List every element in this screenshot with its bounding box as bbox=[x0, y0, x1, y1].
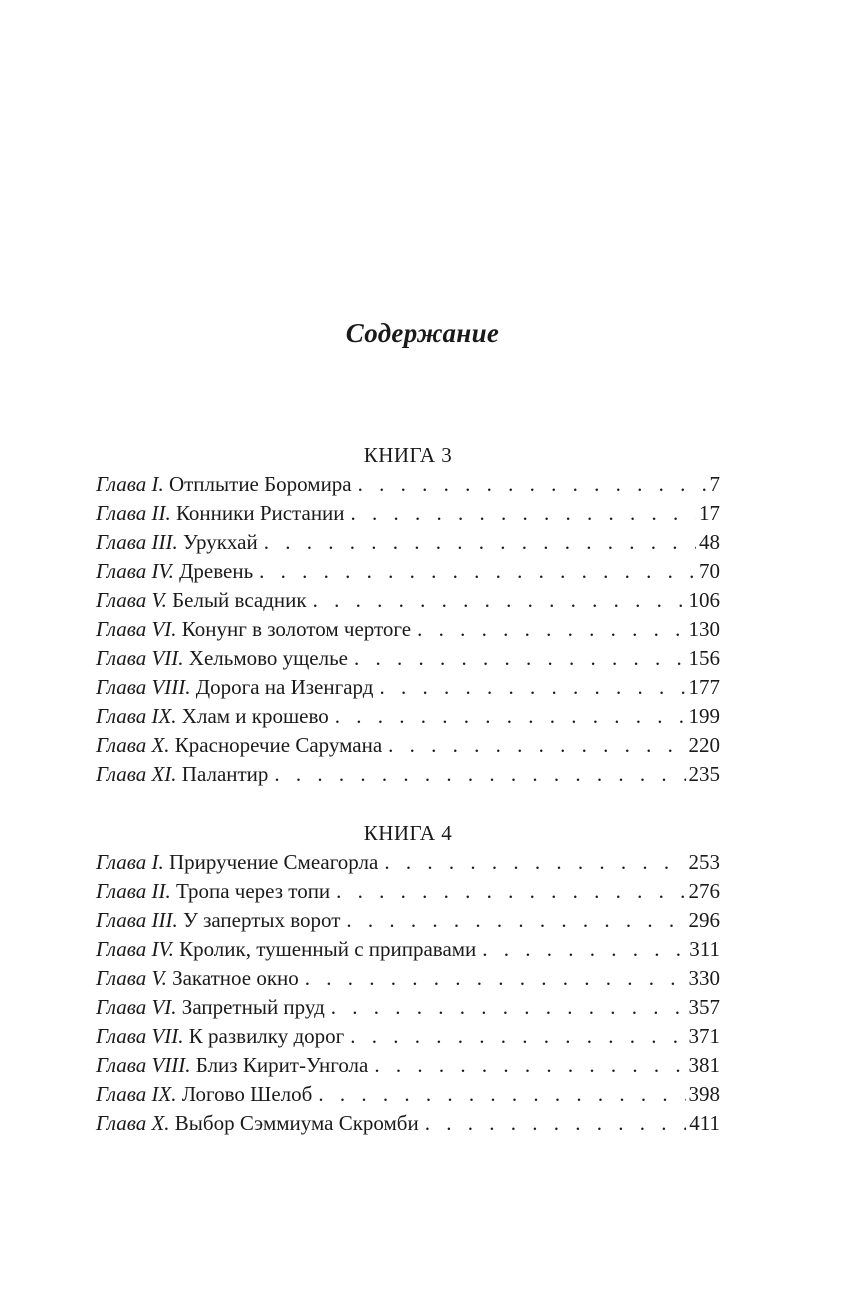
chapter-number: Глава I. bbox=[96, 850, 164, 874]
page-number: 106 bbox=[688, 588, 720, 612]
chapter-number: Глава III. bbox=[96, 908, 178, 932]
chapter-title: Выбор Сэммиума Скромби bbox=[174, 1111, 419, 1135]
page-number: 411 bbox=[689, 1111, 720, 1135]
toc-entry bbox=[96, 731, 720, 760]
toc-entry-label bbox=[96, 644, 348, 673]
toc-entry bbox=[96, 964, 720, 993]
dot-leader bbox=[350, 1022, 685, 1051]
dot-leader bbox=[336, 877, 685, 906]
chapter-title: Кролик, тушенный с приправами bbox=[179, 937, 477, 961]
toc-entry bbox=[96, 993, 720, 1022]
dot-leader bbox=[313, 586, 686, 615]
chapter-title: Закатное окно bbox=[172, 966, 299, 990]
page-number: 48 bbox=[699, 530, 720, 554]
chapter-number: Глава III. bbox=[96, 530, 178, 554]
chapter-title: Отплытие Боромира bbox=[168, 472, 352, 496]
page-number: 357 bbox=[688, 995, 720, 1019]
toc-book-section bbox=[96, 441, 720, 789]
toc-entry-label bbox=[96, 586, 307, 615]
dot-leader bbox=[379, 673, 685, 702]
page-number: 199 bbox=[688, 704, 720, 728]
toc-entry bbox=[96, 935, 720, 964]
toc-entry bbox=[96, 615, 720, 644]
toc-entry bbox=[96, 586, 720, 615]
chapter-title: Тропа через топи bbox=[175, 879, 331, 903]
dot-leader bbox=[388, 731, 685, 760]
toc-entry-list bbox=[96, 848, 720, 1138]
dot-leader bbox=[358, 470, 707, 499]
dot-leader bbox=[351, 499, 696, 528]
toc-entry bbox=[96, 1109, 720, 1138]
page-number: 130 bbox=[688, 617, 720, 641]
dot-leader bbox=[417, 615, 685, 644]
chapter-number: Глава VI. bbox=[96, 995, 177, 1019]
page-number: 381 bbox=[688, 1053, 720, 1077]
chapter-number: Глава X. bbox=[96, 733, 170, 757]
dot-leader bbox=[374, 1051, 685, 1080]
toc-entry bbox=[96, 877, 720, 906]
chapter-title: Приручение Смеагорла bbox=[168, 850, 379, 874]
dot-leader bbox=[318, 1080, 685, 1109]
page-number: 156 bbox=[688, 646, 720, 670]
book-heading: КНИГА 3 bbox=[363, 443, 453, 467]
dot-leader bbox=[331, 993, 686, 1022]
dot-leader bbox=[482, 935, 686, 964]
dot-leader bbox=[274, 760, 685, 789]
toc-entry bbox=[96, 1051, 720, 1080]
chapter-number: Глава VI. bbox=[96, 617, 177, 641]
chapter-number: Глава VIII. bbox=[96, 675, 191, 699]
chapter-title: Дорога на Изенгард bbox=[195, 675, 374, 699]
chapter-title: К развилку дорог bbox=[188, 1024, 345, 1048]
chapter-number: Глава II. bbox=[96, 501, 171, 525]
page-number: 276 bbox=[688, 879, 720, 903]
chapter-title: Древень bbox=[179, 559, 254, 583]
toc-entry-label bbox=[96, 1080, 312, 1109]
toc-entry-label bbox=[96, 673, 373, 702]
toc-entry-label bbox=[96, 499, 345, 528]
chapter-title: Белый всадник bbox=[172, 588, 307, 612]
page-number: 253 bbox=[688, 850, 720, 874]
chapter-number: Глава II. bbox=[96, 879, 171, 903]
toc-entry bbox=[96, 673, 720, 702]
book-heading: КНИГА 4 bbox=[363, 821, 453, 845]
dot-leader bbox=[425, 1109, 687, 1138]
toc-entry-label bbox=[96, 935, 476, 964]
toc-entry-label bbox=[96, 760, 268, 789]
dot-leader bbox=[346, 906, 685, 935]
chapter-number: Глава VII. bbox=[96, 646, 184, 670]
toc-entry-label bbox=[96, 1109, 419, 1138]
chapter-title: Конунг в золотом чертоге bbox=[181, 617, 412, 641]
chapter-title: Хлам и крошево bbox=[181, 704, 329, 728]
toc-entry bbox=[96, 906, 720, 935]
chapter-title: Близ Кирит-Унгола bbox=[195, 1053, 369, 1077]
chapter-number: Глава X. bbox=[96, 1111, 170, 1135]
page-number: 177 bbox=[688, 675, 720, 699]
toc-entry-label bbox=[96, 731, 382, 760]
toc-entry-label bbox=[96, 557, 253, 586]
toc-entry bbox=[96, 644, 720, 673]
toc-entry-label bbox=[96, 1022, 344, 1051]
page-number: 330 bbox=[688, 966, 720, 990]
toc-entry-label bbox=[96, 615, 411, 644]
page-number: 296 bbox=[688, 908, 720, 932]
page-number: 220 bbox=[688, 733, 720, 757]
toc-entry-label bbox=[96, 528, 258, 557]
dot-leader bbox=[354, 644, 685, 673]
chapter-title: Запретный пруд bbox=[181, 995, 325, 1019]
page-number: 398 bbox=[688, 1082, 720, 1106]
toc-entry bbox=[96, 557, 720, 586]
chapter-number: Глава V. bbox=[96, 966, 167, 990]
toc-entry-label bbox=[96, 848, 378, 877]
toc-book-section bbox=[96, 819, 720, 1138]
page-title: Содержание bbox=[345, 318, 500, 348]
chapter-title: Палантир bbox=[181, 762, 269, 786]
page-number: 7 bbox=[709, 472, 720, 496]
toc-entry bbox=[96, 499, 720, 528]
toc-entry-list bbox=[96, 470, 720, 789]
page-number: 17 bbox=[699, 501, 720, 525]
dot-leader bbox=[305, 964, 686, 993]
toc-entry-label bbox=[96, 1051, 368, 1080]
toc-entry bbox=[96, 760, 720, 789]
dot-leader bbox=[335, 702, 686, 731]
toc-entry-label bbox=[96, 877, 330, 906]
chapter-number: Глава IV. bbox=[96, 937, 174, 961]
chapter-title: Красноречие Сарумана bbox=[174, 733, 383, 757]
chapter-title: Конники Ристании bbox=[175, 501, 345, 525]
chapter-number: Глава I. bbox=[96, 472, 164, 496]
dot-leader bbox=[384, 848, 685, 877]
toc-entry bbox=[96, 470, 720, 499]
chapter-number: Глава VII. bbox=[96, 1024, 184, 1048]
dot-leader bbox=[259, 557, 696, 586]
toc-entry bbox=[96, 848, 720, 877]
toc-entry bbox=[96, 528, 720, 557]
page-number: 235 bbox=[688, 762, 720, 786]
chapter-number: Глава XI. bbox=[96, 762, 177, 786]
toc-entry-label bbox=[96, 964, 299, 993]
chapter-number: Глава IX. bbox=[96, 1082, 177, 1106]
chapter-title: Логово Шелоб bbox=[181, 1082, 313, 1106]
chapter-title: Урукхай bbox=[182, 530, 258, 554]
page-number: 311 bbox=[689, 937, 720, 961]
page-number: 70 bbox=[699, 559, 720, 583]
toc-entry bbox=[96, 1022, 720, 1051]
dot-leader bbox=[264, 528, 696, 557]
page-number: 371 bbox=[688, 1024, 720, 1048]
chapter-number: Глава V. bbox=[96, 588, 167, 612]
toc-entry-label bbox=[96, 702, 329, 731]
toc-entry bbox=[96, 702, 720, 731]
toc-entry-label bbox=[96, 470, 352, 499]
toc-entry-label bbox=[96, 993, 325, 1022]
chapter-number: Глава VIII. bbox=[96, 1053, 191, 1077]
chapter-number: Глава IX. bbox=[96, 704, 177, 728]
chapter-title: У запертых ворот bbox=[182, 908, 341, 932]
chapter-title: Хельмово ущелье bbox=[188, 646, 349, 670]
chapter-number: Глава IV. bbox=[96, 559, 174, 583]
toc-entry bbox=[96, 1080, 720, 1109]
toc-entry-label bbox=[96, 906, 340, 935]
